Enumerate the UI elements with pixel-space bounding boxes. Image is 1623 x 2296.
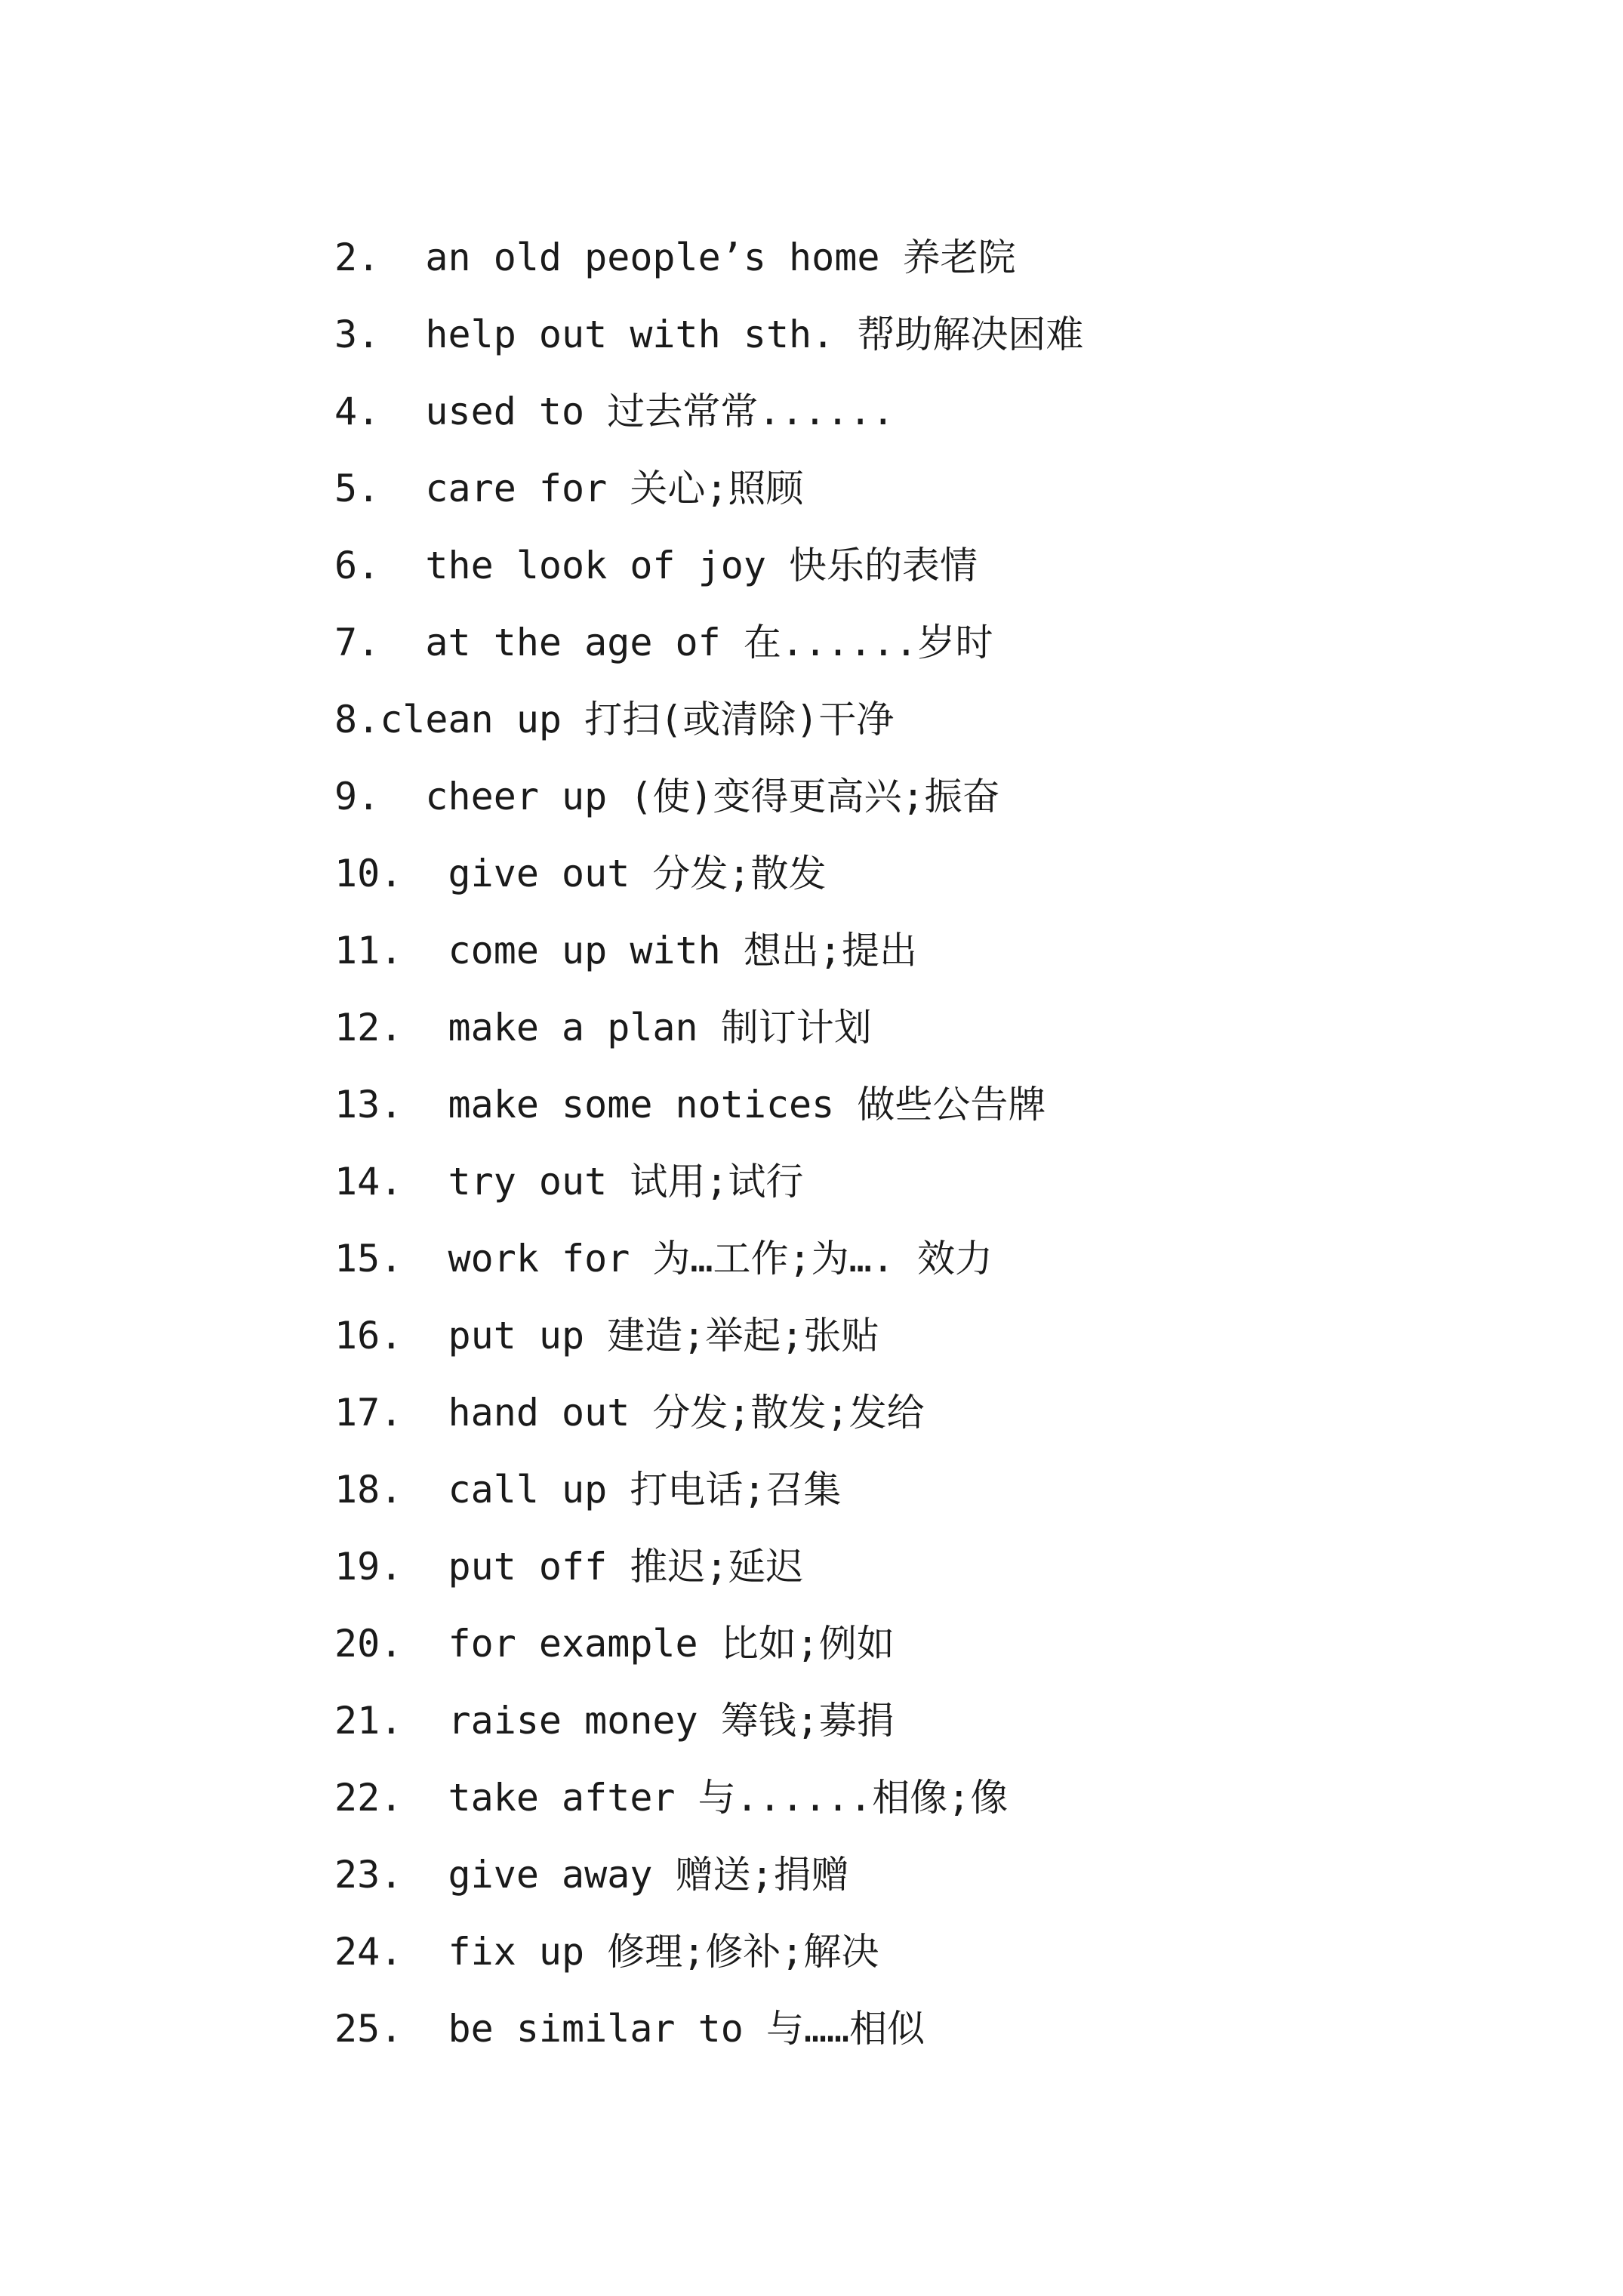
phrase-line: 20. for example 比如;例如: [334, 1622, 895, 1666]
phrase-list: [334, 219, 1083, 2067]
phrase-line: 7. at the age of 在......岁时: [334, 621, 993, 664]
phrase-line: 9. cheer up (使)变得更高兴;振奋: [334, 775, 1000, 818]
phrase-line: 18. call up 打电话;召集: [334, 1468, 842, 1512]
phrase-line: 11. come up with 想出;提出: [334, 929, 917, 972]
phrase-line: 10. give out 分发;散发: [334, 852, 827, 895]
phrase-line: 21. raise money 筹钱;募捐: [334, 1699, 895, 1743]
phrase-line: 13. make some notices 做些公告牌: [334, 1083, 1046, 1126]
phrase-line: 17. hand out 分发;散发;发给: [334, 1391, 925, 1435]
phrase-line: 8.clean up 打扫(或清除)干净: [334, 698, 895, 741]
phrase-line: 22. take after 与......相像;像: [334, 1776, 1009, 1820]
phrase-line: 23. give away 赠送;捐赠: [334, 1853, 849, 1897]
phrase-line: 3. help out with sth. 帮助解决困难: [334, 313, 1084, 356]
phrase-line: 6. the look of joy 快乐的表情: [334, 544, 978, 587]
phrase-line: 4. used to 过去常常......: [334, 390, 895, 433]
phrase-line: 16. put up 建造;举起;张贴: [334, 1314, 879, 1358]
phrase-line: 5. care for 关心;照顾: [334, 467, 804, 510]
phrase-line: 14. try out 试用;试行: [334, 1160, 804, 1203]
phrase-line: 24. fix up 修理;修补;解决: [334, 1930, 879, 1974]
phrase-line: 12. make a plan 制订计划: [334, 1006, 872, 1049]
phrase-line: 15. work for 为…工作;为…. 效力: [334, 1237, 993, 1281]
phrase-line: 19. put off 推迟;延迟: [334, 1545, 804, 1589]
phrase-line: 25. be similar to 与……相似: [334, 2007, 925, 2051]
phrase-line: 2. an old people’s home 养老院: [334, 236, 1016, 279]
